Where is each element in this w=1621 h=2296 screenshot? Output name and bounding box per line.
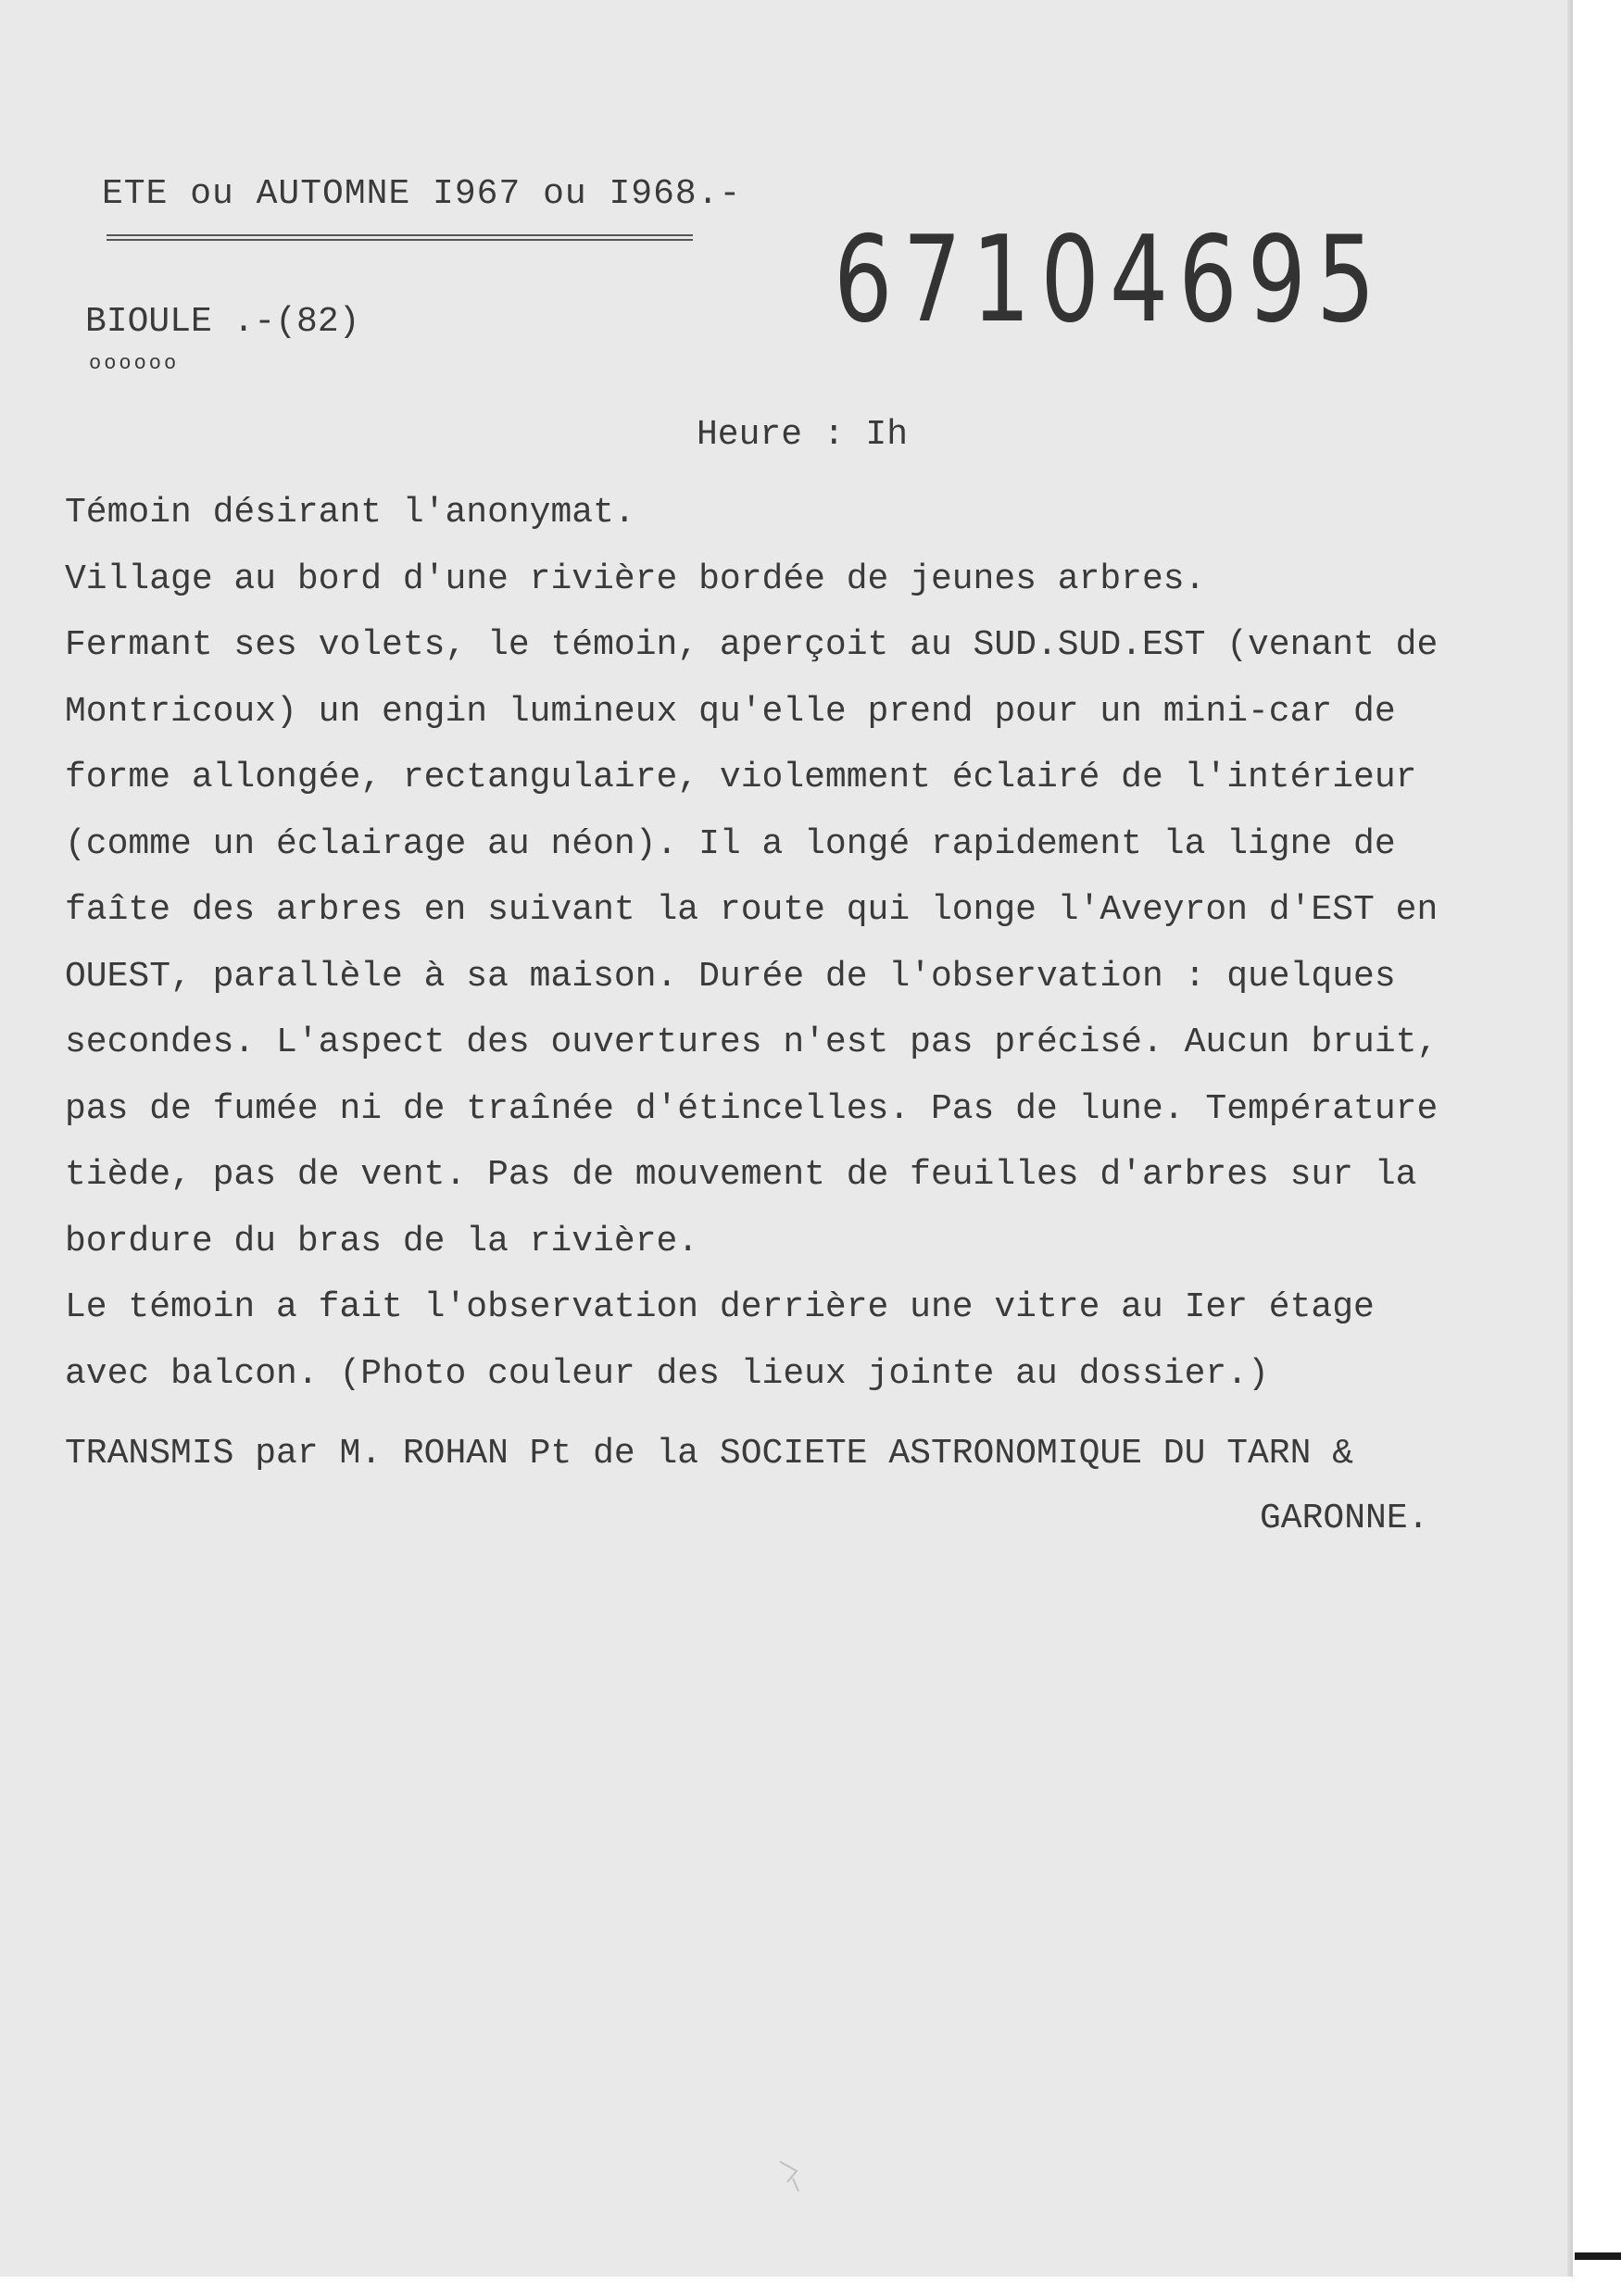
scan-corner-mark — [1575, 2252, 1621, 2260]
report-line: Village au bord d'une rivière bordée de jeunes arbres. — [65, 558, 1206, 599]
location-title: BIOULE .-(82) — [85, 302, 360, 342]
reference-number: 67104695 — [834, 211, 1386, 349]
report-line: bordure du bras de la rivière. — [65, 1221, 699, 1261]
report-line: Fermant ses volets, le témoin, aperçoit au SUD.SUD.EST (venant de — [65, 625, 1439, 665]
report-line: faîte des arbres en suivant la route qui longe l'Aveyron d'EST en — [65, 890, 1439, 930]
report-line: (comme un éclairage au néon). Il a longé rapidement la ligne de — [65, 823, 1396, 864]
report-line: secondes. L'aspect des ouvertures n'est pas précisé. Aucun bruit, — [65, 1023, 1439, 1062]
report-line: OUEST, parallèle à sa maison. Durée de l'observation : quelques — [65, 956, 1396, 997]
double-underline-rule — [107, 234, 693, 241]
report-line: Montricoux) un engin lumineux qu'elle prend pour un mini-car de — [65, 691, 1396, 732]
transmitted-by-line: TRANSMIS par M. ROHAN Pt de la SOCIETE ASTRONOMIQUE DU TARN & — [65, 1434, 1354, 1474]
report-line: Le témoin a fait l'observation derrière une vitre au Ier étage — [65, 1287, 1375, 1327]
report-line: pas de fumée ni de traînée d'étincelles. Pas de lune. Température — [65, 1088, 1439, 1129]
observation-time: Heure : Ih — [697, 415, 909, 455]
scan-artifact-mark — [778, 2158, 806, 2195]
observation-date: ETE ou AUTOMNE I967 ou I968.- — [102, 174, 742, 214]
report-line: Témoin désirant l'anonymat. — [65, 493, 635, 533]
report-line: avec balcon. (Photo couleur des lieux jointe au dossier.) — [65, 1353, 1269, 1394]
scan-margin — [1573, 0, 1621, 2296]
observation-report-body — [65, 480, 1510, 1407]
transmitted-by-continuation: GARONNE. — [1260, 1499, 1429, 1538]
report-line: tiède, pas de vent. Pas de mouvement de feuilles d'arbres sur la — [65, 1155, 1417, 1195]
report-line: forme allongée, rectangulaire, violemment éclairé de l'intérieur — [65, 758, 1417, 797]
location-underline: oooooo — [89, 352, 180, 375]
